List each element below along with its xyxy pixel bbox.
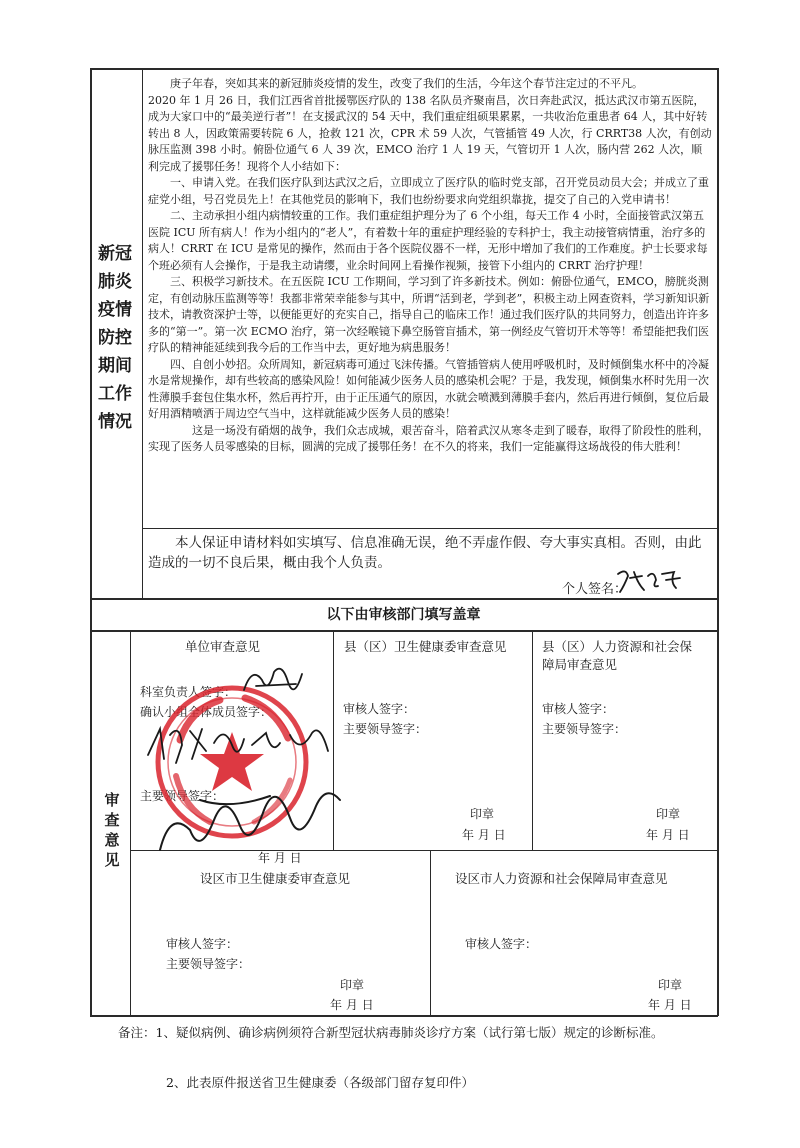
divider-col-3 xyxy=(430,850,431,1015)
side-title-line: 情况 xyxy=(98,412,132,432)
work-summary xyxy=(148,76,713,456)
summary-paragraph: 庚子年春，突如其来的新冠肺炎疫情的发生，改变了我们的生活，今年这个春节注定过的不平凡。 xyxy=(170,77,643,90)
divider-story xyxy=(142,528,717,529)
county-hr-reviewer-label: 审核人签字： xyxy=(542,702,615,716)
frame-right xyxy=(717,68,719,1016)
county-hr-title-line: 县（区）人力资源和社会保 xyxy=(542,639,693,654)
city-hr-seal-label: 印章 xyxy=(658,978,683,992)
city-health-reviewer-label: 审核人签字： xyxy=(166,937,239,951)
divider-side-review xyxy=(130,630,131,1015)
review-side-char: 审 xyxy=(104,791,120,809)
summary-paragraph: 四、自创小妙招。众所周知，新冠病毒可通过飞沫传播。气管插管病人使用呼吸机时，及时倾倒集水杯中的冷凝水是常规操作，却有些较高的感染风险！如何能减少医务人员的感染机会呢？于是，我发现，倾倒集水杯时先用一次性薄膜手套包住集水杯，然后再拧开，由于正压通气的原因，水就会喷溅到薄膜手套内，然后再进行倾倒，复位后最好用酒精喷洒于周边空气当中，这样就能减少医务人员的感染！ xyxy=(148,357,709,420)
summary-paragraph: 三、积极学习新技术。在五医院 ICU 工作期间，学习到了许多新技术。例如：俯卧位通气，EMCO，膀胱炎测定，有创动脉压监测等等！我都非常荣幸能参与其中，所谓“活到老，学到老”，积极主动上网查资料，学习新知识新技术，请教资深护士等，以便能更好的充实自己，指导自己的临床工作！通过我们医疗队的共同努力，创造出许许多多的“第一”。第一次 ECMO 治疗，第一次经喉镜下鼻空肠管盲插术，第一例经皮气管切开术等等！希望能把我们医疗队的精神能延续到我今后的工作当中去，更好地为病患服务！ xyxy=(148,275,710,354)
frame-bottom xyxy=(90,1015,718,1017)
unit-leader-signature xyxy=(140,770,360,865)
personal-sign-label: 个人签名： xyxy=(562,582,628,597)
review-section-heading: 以下由审核部门填写盖章 xyxy=(326,607,481,623)
divider-head-bottom xyxy=(90,630,718,632)
remark-item-2: 2、此表原件报送省卫生健康委（各级部门留存复印件） xyxy=(166,1075,474,1090)
side-title-line: 工作 xyxy=(98,384,132,404)
county-health-reviewer-label: 审核人签字： xyxy=(343,702,416,716)
unit-review-date: 年 月 日 xyxy=(258,851,302,865)
city-health-seal-label: 印章 xyxy=(340,978,365,992)
frame-left xyxy=(90,68,92,1016)
dept-head-signature xyxy=(238,660,308,706)
group-confirm-sign-label: 确认小组全体成员签字： xyxy=(140,705,273,719)
summary-paragraph: 这是一场没有硝烟的战争，我们众志成城，艰苦奋斗，陪着武汉从寒冬走到了暖春，取得了阶段性的胜利，实现了医务人员零感染的目标，圆满的完成了援鄂任务！在不久的将来，我们一定能赢得这场战役的伟大胜利！ xyxy=(148,423,709,453)
divider-col-2 xyxy=(532,630,533,850)
county-hr-seal-label: 印章 xyxy=(656,807,681,821)
county-health-date: 年 月 日 xyxy=(462,828,506,842)
county-hr-review-title xyxy=(542,638,692,674)
side-title-line: 肺炎 xyxy=(98,272,132,292)
remarks-label: 备注： xyxy=(118,1025,156,1040)
summary-paragraph: 2020 年 1 月 26 日，我们江西省首批援鄂医疗队的 138 名队员齐聚南昌，次日奔赴武汉，抵达武汉市第五医院，成为大家口中的“最美逆行者”！在支援武汉的 54 天中，我们重症组硕果累累，一共收治危重患者 64 人，其中好转转出 8 人，因政策需要转院 6 人，抢救 121 次，CPR 术 59 人次，气管插管 49 人次，行 CRRT38 人次，有创动脉压监测 398 小时。俯卧位通气 6 人 39 次，EMCO 治疗 1 人 19 天，气管切开 1 人次，肠内营 262 人次，顺利完成了援鄂任务！现将个人小结如下： xyxy=(148,93,712,173)
summary-paragraph: 一、申请入党。在我们医疗队到达武汉之后，立即成立了医疗队的临时党支部，召开党员动员大会；并成立了重症党小组，号召党员先上！在其他党员的影响下，我们也纷纷要求向党组织靠拢，提交了自己的入党申请书！ xyxy=(148,176,709,206)
side-title-line: 疫情 xyxy=(98,300,132,320)
side-title-line: 期间 xyxy=(98,356,132,376)
unit-review-title: 单位审查意见 xyxy=(185,639,261,654)
county-health-review-title: 县（区）卫生健康委审查意见 xyxy=(344,639,507,654)
side-title xyxy=(95,240,135,436)
dept-head-sign-label: 科室负责人签字： xyxy=(140,685,237,699)
review-side-char: 见 xyxy=(104,851,120,869)
county-hr-leader-label: 主要领导签字： xyxy=(542,722,627,736)
city-hr-reviewer-label: 审核人签字： xyxy=(465,937,538,951)
city-hr-review-title: 设区市人力资源和社会保障局审查意见 xyxy=(455,871,668,886)
city-health-review-title: 设区市卫生健康委审查意见 xyxy=(200,871,351,886)
city-health-leader-label: 主要领导签字： xyxy=(166,957,251,971)
remarks xyxy=(118,1022,718,1090)
county-health-seal-label: 印章 xyxy=(470,807,495,821)
county-health-leader-label: 主要领导签字： xyxy=(343,722,428,736)
summary-paragraph: 二、主动承担小组内病情较重的工作。我们重症组护理分为了 6 个小组，每天工作 4 小时，全面接管武汉第五医院 ICU 所有病人！作为小组内的“老人”，有着数十年的重症护理经验的专科护士，我主动接管病情重，治疗多的病人！CRRT 在 ICU 是常见的操作，然而由于各个医院仪器不一样，无形中增加了我们的工作难度。护士长要求每个班必须有人会操作，于是我主动请缨，业余时间网上看操作视频，接管下小组内的 CRRT 治疗护理！ xyxy=(148,209,708,272)
divider-side-top xyxy=(142,68,143,598)
frame-top xyxy=(90,68,718,70)
side-title-line: 防控 xyxy=(98,328,132,348)
city-health-date: 年 月 日 xyxy=(330,998,374,1012)
county-hr-title-line: 障局审查意见 xyxy=(542,657,618,672)
review-side-char: 意 xyxy=(104,831,120,849)
review-side-char: 查 xyxy=(104,811,120,829)
personal-signature xyxy=(614,566,684,596)
remark-item-1: 1、疑似病例、确诊病例须符合新型冠状病毒肺炎诊疗方案（试行第七版）规定的诊断标准。 xyxy=(155,1025,664,1040)
unit-leader-sign-label: 主要领导签字： xyxy=(140,789,225,803)
city-hr-date: 年 月 日 xyxy=(648,998,692,1012)
county-hr-date: 年 月 日 xyxy=(646,828,690,842)
pledge-text: 本人保证申请材料如实填写、信息准确无误，绝不弄虚作假、夸大事实真相。否则，由此造成的一切不良后果，概由我个人负责。 xyxy=(148,535,702,571)
side-title-line: 新冠 xyxy=(98,244,132,264)
review-side-label xyxy=(100,790,124,870)
